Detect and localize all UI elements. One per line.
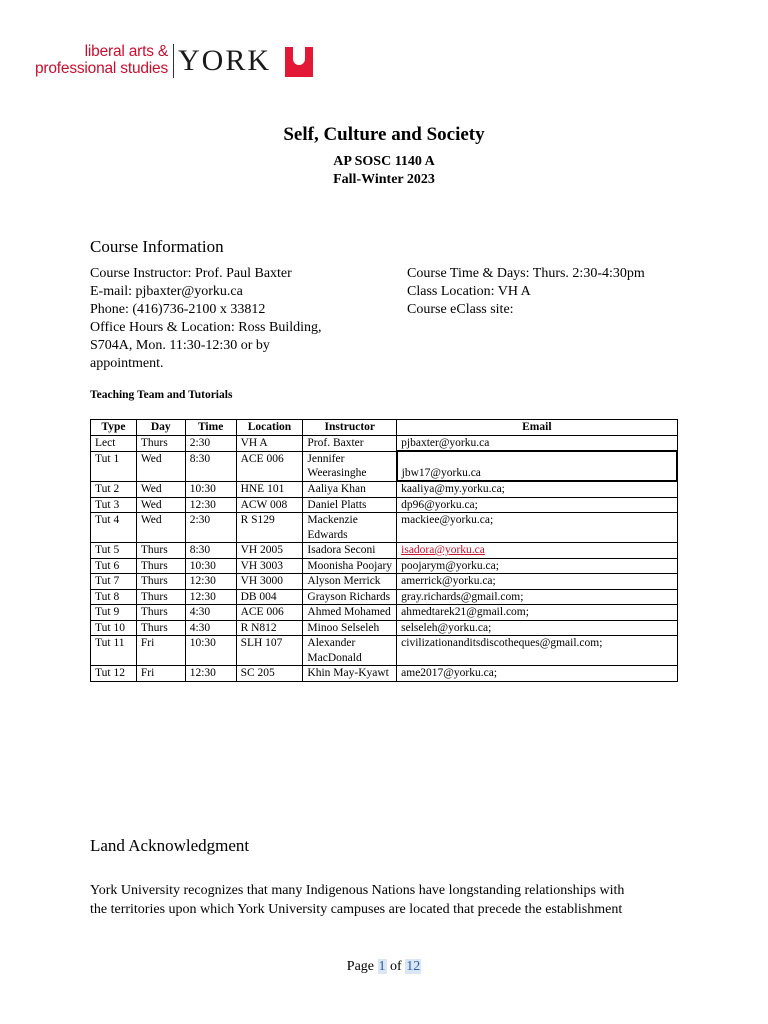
logo-york: YORK: [178, 44, 272, 77]
cell-type: Lect: [91, 435, 137, 451]
cell-type: Tut 8: [91, 589, 137, 605]
table-row: [91, 589, 678, 605]
cell-day: Wed: [136, 513, 185, 543]
table-row: [91, 636, 678, 666]
table-row: [91, 543, 678, 559]
cell-time: 4:30: [185, 605, 236, 621]
office-line3: appointment.: [90, 356, 164, 371]
cell-day: Thurs: [136, 543, 185, 559]
cell-day: Thurs: [136, 435, 185, 451]
cell-location: VH 3000: [236, 574, 303, 590]
land-line2: the territories upon which York University campuses are located that precede the establishment: [90, 902, 623, 917]
table-row: [91, 513, 678, 543]
cell-email: selseleh@yorku.ca;: [397, 620, 677, 636]
cell-time: 10:30: [185, 481, 236, 497]
logo-line2: professional studies: [35, 59, 168, 77]
col-time: Time: [185, 420, 236, 436]
cell-email: jbw17@yorku.ca: [397, 451, 677, 481]
cell-time: 12:30: [185, 589, 236, 605]
land-acknowledgment-heading: Land Acknowledgment: [90, 836, 250, 855]
cell-type: Tut 9: [91, 605, 137, 621]
cell-type: Tut 2: [91, 481, 137, 497]
col-type: Type: [91, 420, 137, 436]
cell-instructor: Grayson Richards: [303, 589, 397, 605]
york-u-icon: [285, 47, 313, 77]
table-row: [91, 435, 678, 451]
cell-time: 8:30: [185, 451, 236, 481]
logo-wordmark: [28, 44, 168, 77]
cell-location: R S129: [236, 513, 303, 543]
cell-time: 12:30: [185, 666, 236, 682]
table-row: [91, 451, 678, 481]
cell-time: 12:30: [185, 497, 236, 513]
cell-time: 4:30: [185, 620, 236, 636]
cell-email: amerrick@yorku.ca;: [397, 574, 677, 590]
course-info-right: [407, 265, 707, 319]
cell-type: Tut 10: [91, 620, 137, 636]
cell-location: ACW 008: [236, 497, 303, 513]
cell-time: 10:30: [185, 558, 236, 574]
cell-day: Thurs: [136, 605, 185, 621]
col-day: Day: [136, 420, 185, 436]
table-row: [91, 558, 678, 574]
cell-location: VH A: [236, 435, 303, 451]
cell-time: 2:30: [185, 513, 236, 543]
cell-location: SLH 107: [236, 636, 303, 666]
cell-location: SC 205: [236, 666, 303, 682]
logo-divider: [173, 44, 174, 78]
eclass-line: Course eClass site:: [407, 302, 514, 317]
cell-location: VH 2005: [236, 543, 303, 559]
cell-instructor: Daniel Platts: [303, 497, 397, 513]
cell-type: Tut 4: [91, 513, 137, 543]
cell-day: Wed: [136, 481, 185, 497]
col-instructor: Instructor: [303, 420, 397, 436]
cell-instructor: Prof. Baxter: [303, 435, 397, 451]
land-line1: York University recognizes that many Indigenous Nations have longstanding relationships with: [90, 883, 625, 898]
cell-location: DB 004: [236, 589, 303, 605]
cell-location: R N812: [236, 620, 303, 636]
cell-type: Tut 3: [91, 497, 137, 513]
time-days-line: Course Time & Days: Thurs. 2:30-4:30pm: [407, 266, 645, 281]
course-term: Fall-Winter 2023: [333, 172, 435, 187]
table-row: [91, 666, 678, 682]
table-row: [91, 620, 678, 636]
cell-email: dp96@yorku.ca;: [397, 497, 677, 513]
cell-email: ahmedtarek21@gmail.com;: [397, 605, 677, 621]
cell-email: pjbaxter@yorku.ca: [397, 435, 677, 451]
page-total: 12: [406, 959, 421, 974]
cell-location: ACE 006: [236, 451, 303, 481]
cell-instructor: Khin May-Kyawt: [303, 666, 397, 682]
office-line1: Office Hours & Location: Ross Building,: [90, 320, 322, 335]
cell-type: Tut 5: [91, 543, 137, 559]
cell-instructor: Alyson Merrick: [303, 574, 397, 590]
cell-instructor: Mackenzie Edwards: [303, 513, 397, 543]
cell-instructor: Jennifer Weerasinghe: [303, 451, 397, 481]
page-prefix: Page: [346, 959, 378, 974]
instructor-line: Course Instructor: Prof. Paul Baxter: [90, 266, 292, 281]
cell-email: mackiee@yorku.ca;: [397, 513, 677, 543]
cell-day: Thurs: [136, 589, 185, 605]
cell-day: Thurs: [136, 558, 185, 574]
teaching-team-heading: Teaching Team and Tutorials: [90, 389, 233, 401]
page-number: 1: [378, 959, 386, 974]
page-of: of: [386, 959, 406, 974]
cell-email: ame2017@yorku.ca;: [397, 666, 677, 682]
cell-type: Tut 6: [91, 558, 137, 574]
table-row: [91, 574, 678, 590]
cell-email: poojarym@yorku.ca;: [397, 558, 677, 574]
cell-day: Wed: [136, 497, 185, 513]
logo-line1: liberal arts &: [84, 43, 168, 60]
table-row: [91, 497, 678, 513]
table-row: [91, 605, 678, 621]
cell-type: Tut 12: [91, 666, 137, 682]
land-acknowledgment-text: [90, 881, 680, 919]
col-location: Location: [236, 420, 303, 436]
phone-line: Phone: (416)736-2100 x 33812: [90, 302, 266, 317]
cell-type: Tut 11: [91, 636, 137, 666]
course-info-heading: Course Information: [90, 237, 224, 256]
cell-instructor: Aaliya Khan: [303, 481, 397, 497]
cell-instructor: Moonisha Poojary: [303, 558, 397, 574]
cell-time: 8:30: [185, 543, 236, 559]
table-header-row: [91, 420, 678, 436]
document-title: Self, Culture and Society: [283, 124, 485, 145]
cell-location: HNE 101: [236, 481, 303, 497]
email-line: E-mail: pjbaxter@yorku.ca: [90, 284, 243, 299]
cell-instructor: Ahmed Mohamed: [303, 605, 397, 621]
cell-day: Fri: [136, 636, 185, 666]
cell-instructor: Alexander MacDonald: [303, 636, 397, 666]
table-row: [91, 481, 678, 497]
cell-time: 2:30: [185, 435, 236, 451]
col-email: Email: [397, 420, 677, 436]
cell-instructor: Minoo Selseleh: [303, 620, 397, 636]
office-line2: S704A, Mon. 11:30-12:30 or by: [90, 338, 270, 353]
course-info-left: [90, 265, 370, 373]
page-footer: [0, 959, 768, 975]
cell-email: civilizationanditsdiscotheques@gmail.com;: [397, 636, 677, 666]
teaching-team-table: [90, 419, 678, 682]
cell-time: 12:30: [185, 574, 236, 590]
cell-day: Fri: [136, 666, 185, 682]
cell-location: VH 3003: [236, 558, 303, 574]
cell-email-link[interactable]: isadora@yorku.ca: [397, 543, 677, 559]
cell-day: Wed: [136, 451, 185, 481]
cell-email: gray.richards@gmail.com;: [397, 589, 677, 605]
cell-time: 10:30: [185, 636, 236, 666]
cell-type: Tut 1: [91, 451, 137, 481]
cell-location: ACE 006: [236, 605, 303, 621]
course-code: AP SOSC 1140 A: [333, 154, 435, 169]
class-location-line: Class Location: VH A: [407, 284, 531, 299]
cell-type: Tut 7: [91, 574, 137, 590]
cell-day: Thurs: [136, 620, 185, 636]
cell-day: Thurs: [136, 574, 185, 590]
cell-instructor: Isadora Seconi: [303, 543, 397, 559]
cell-email: kaaliya@my.yorku.ca;: [397, 481, 677, 497]
